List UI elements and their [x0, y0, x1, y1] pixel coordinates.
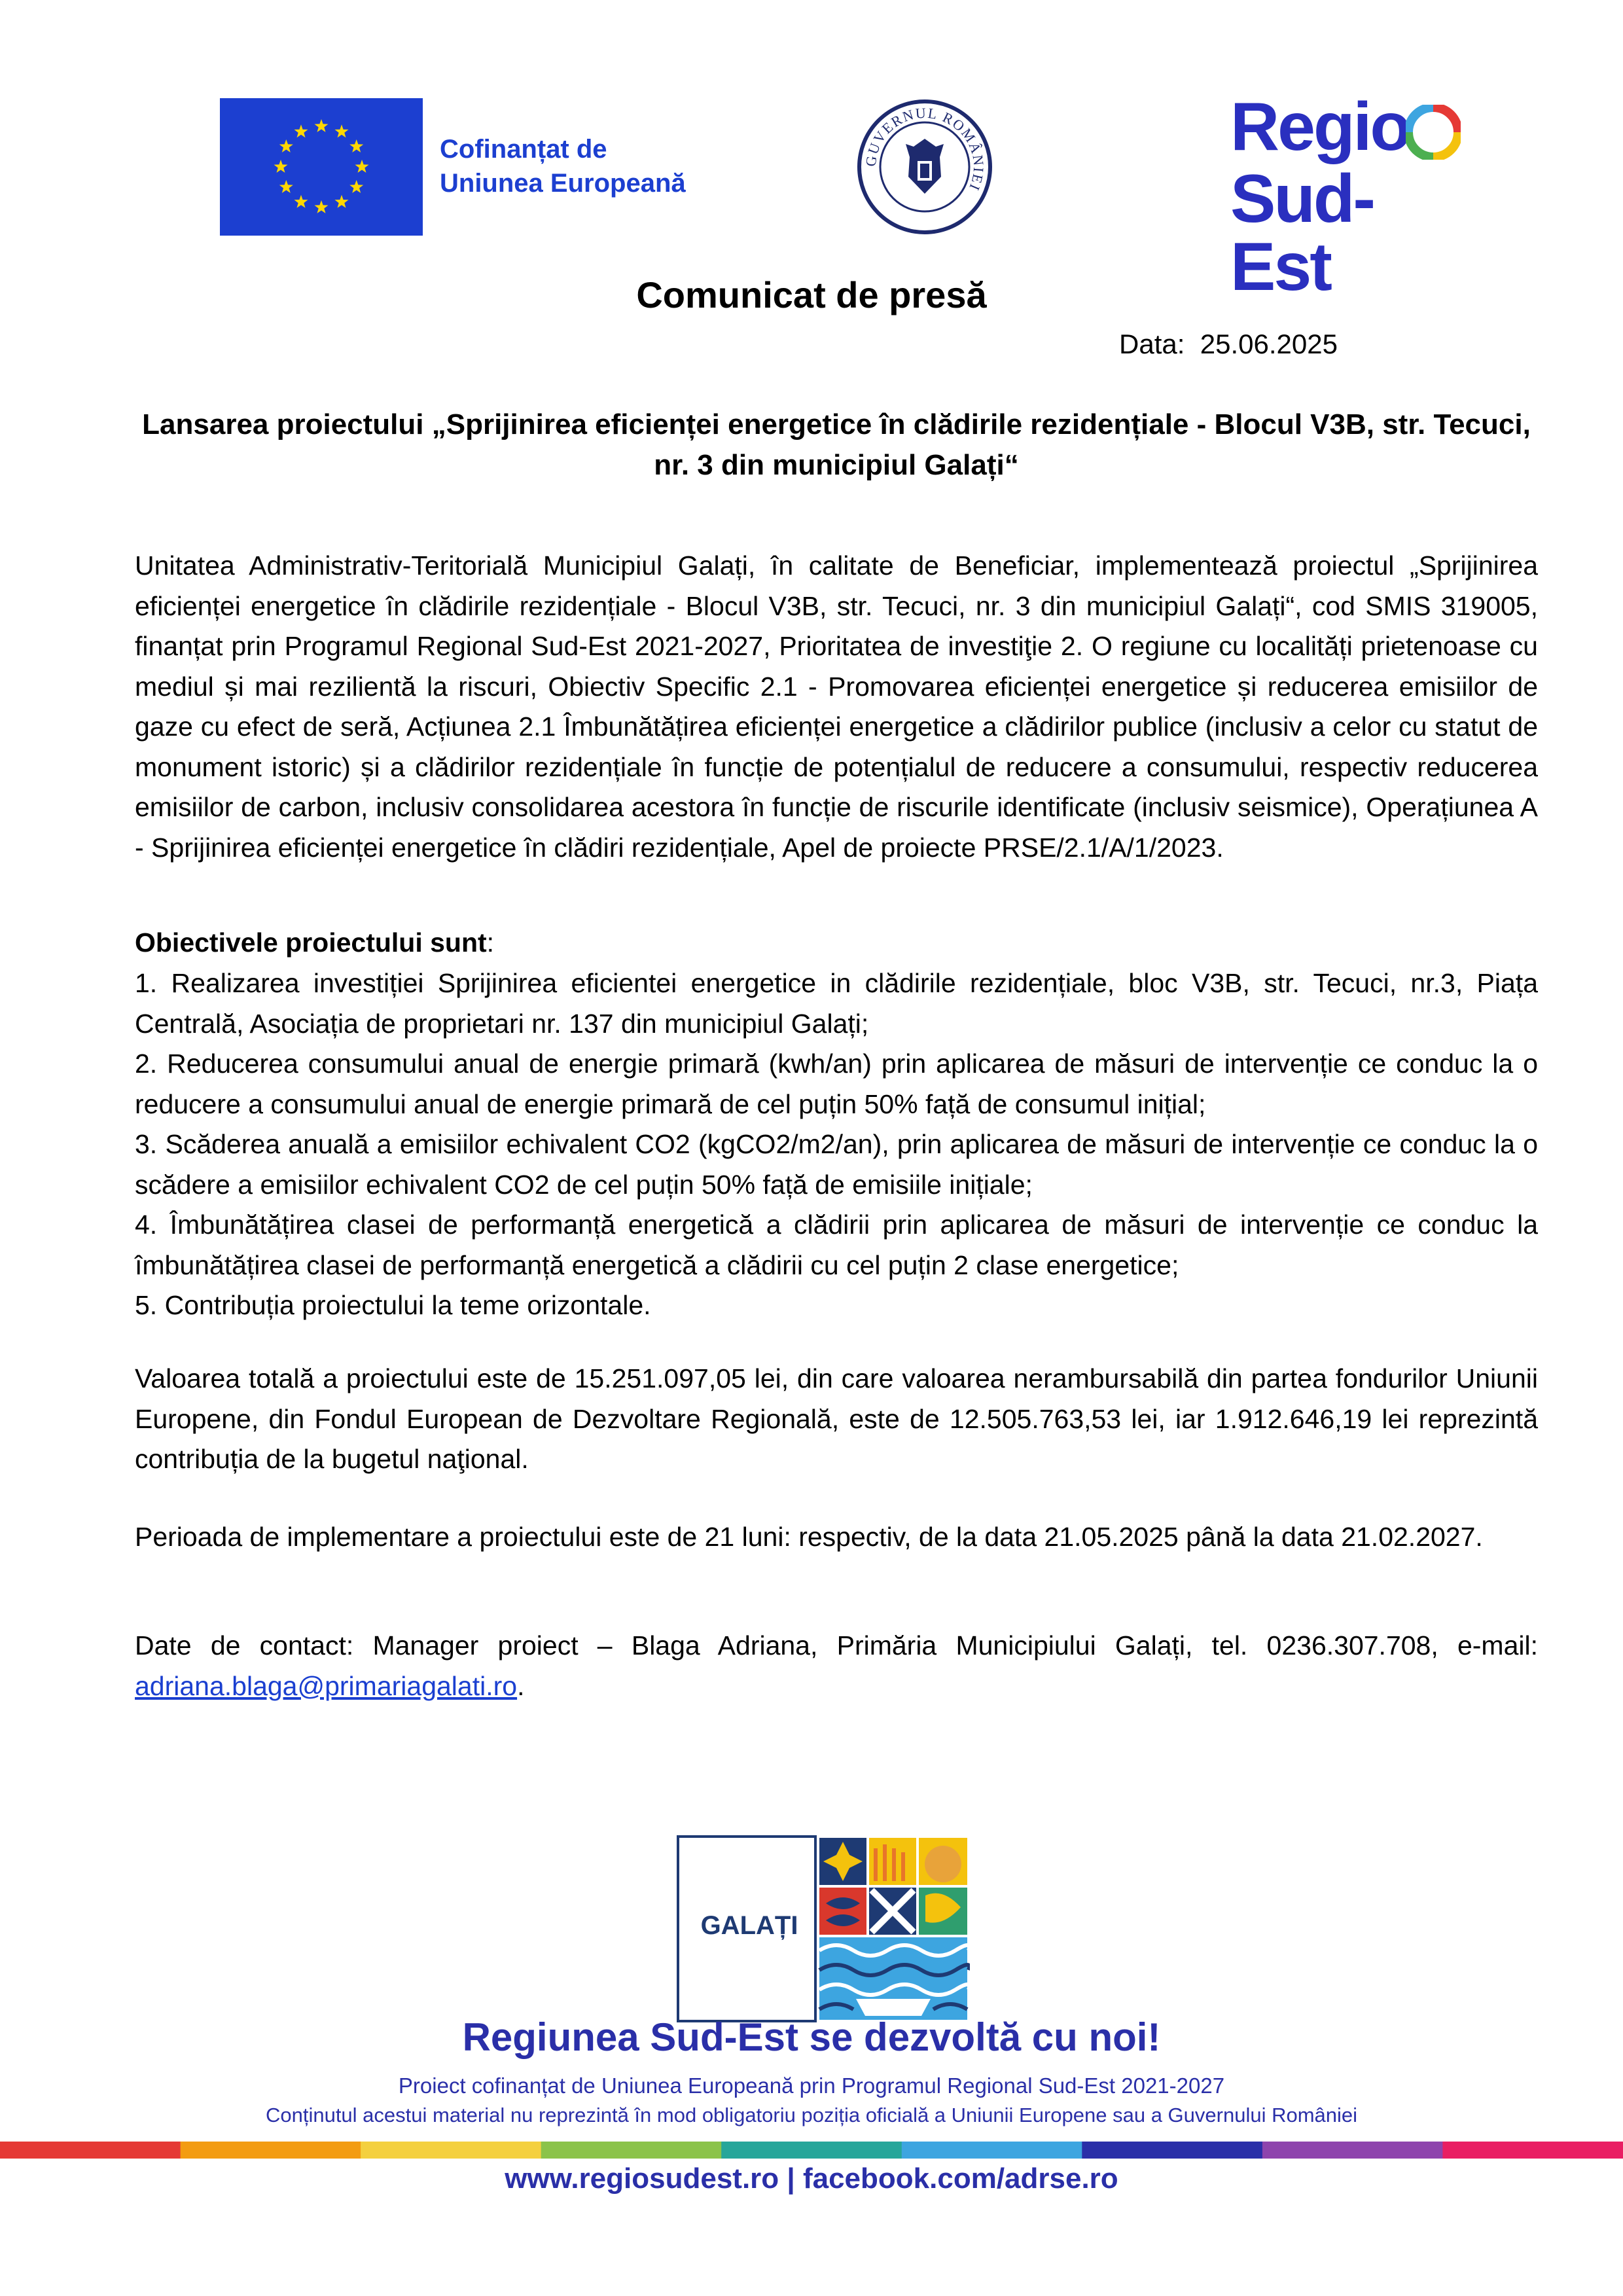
contact-end: .	[517, 1670, 525, 1701]
objective-item: 5. Contribuția proiectului la teme orizontale.	[135, 1290, 651, 1320]
objectives-heading-colon: :	[486, 927, 495, 958]
document-date	[1119, 329, 1338, 360]
footer-disclaimer: Conținutul acestui material nu reprezintă în mod obligatoriu poziția oficială a Uniunii Europene sau a Guvernului României	[265, 2104, 1358, 2126]
color-band-segment	[1262, 2142, 1444, 2159]
color-band-segment	[181, 2142, 362, 2159]
implementation-period-paragraph: Perioada de implementare a proiectului este de 21 luni: respectiv, de la data 21.05.2025 până la data 21.02.2027.	[135, 1522, 1483, 1552]
objective-item: 3. Scăderea anuală a emisiilor echivalent CO2 (kgCO2/m2/an), prin aplicarea de măsuri de intervenție ce conduc la o scădere a emisiilor echivalent CO2 de cel puțin 50% față de emisiile inițiale;	[135, 1129, 1538, 1200]
intro-paragraph: Unitatea Administrativ-Teritorială Municipiul Galați, în calitate de Beneficiar, implementează proiectul „Sprijinirea eficienței energetice în clădirile rezidențiale - Blocul V3B, str. Tecuci, nr. 3 din municipiul Galați“, cod SMIS 319005, finanțat prin Programul Regional Sud-Est 2021-2027, Prioritatea de investiţie 2. O regiune cu localități prietenoase cu mediul și mai rezilientă la riscuri, Obiectiv Specific 2.1 - Promovarea eficienței energetice și reducerea emisiilor de gaze cu efect de seră, Acțiunea 2.1 Îmbunătățirea eficienței energetice a clădirilor publice (inclusiv a celor cu statut de monument istoric) și a clădirilor rezidențiale în funcție de potențialul de reducere a consumului, respectiv reducerea emisiilor de carbon, inclusiv consolidarea acestora în funcție de riscurile identificate (inclusiv seismice), Operațiunea A - Sprijinirea eficienței energetice în clădiri rezidențiale, Apel de proiecte PRSE/2.1/A/1/2023.	[135, 550, 1538, 863]
eu-star-icon	[355, 160, 369, 173]
eu-star-icon	[315, 119, 329, 132]
objective-item: 4. Îmbunătățirea clasei de performanță energetică a clădirii prin aplicarea de măsuri de intervenție ce conduc la îmbunătățirea clasei de performanță energetică a clădirii cu cel puțin 2 clase energetice;	[135, 1210, 1538, 1280]
eu-logo-line2: Uniunea Europeană	[440, 169, 686, 198]
objective-item: 2. Reducerea consumului anual de energie primară (kwh/an) prin aplicarea de măsuri de intervenție ce conduc la o reducere a consumului anual de energie primară de cel puțin 50% față de consumul inițial;	[135, 1049, 1538, 1119]
eu-star-icon	[315, 200, 329, 213]
eu-star-icon	[279, 139, 293, 152]
eu-star-icon	[335, 195, 349, 208]
project-value-paragraph: Valoarea totală a proiectului este de 15.251.097,05 lei, din care valoarea nerambursabilă din partea fondurilor Uniunii Europene, din Fondul European de Dezvoltare Regională, este de 12.505.763,53 lei, iar 1.912.646,19 lei reprezintă contribuția de la bugetul naţional.	[135, 1363, 1538, 1474]
eu-star-icon	[274, 160, 288, 173]
footer-color-band	[0, 2142, 1623, 2159]
footer-slogan: Regiunea Sud-Est se dezvoltă cu noi!	[462, 2015, 1161, 2059]
color-band-segment	[0, 2142, 181, 2159]
document-title: Comunicat de presă	[636, 274, 987, 315]
eu-star-icon	[349, 180, 363, 193]
footer-cofinanced-text: Proiect cofinanțat de Uniunea Europeană prin Programul Regional Sud-Est 2021-2027	[398, 2073, 1225, 2098]
eu-star-icon	[294, 195, 308, 208]
color-band-segment	[541, 2142, 722, 2159]
color-band-segment	[1082, 2142, 1263, 2159]
eu-logo-text	[440, 132, 686, 200]
eu-flag-icon	[220, 98, 423, 236]
eu-logo-line1: Cofinanțat de	[440, 135, 607, 164]
regio-sud-est-logo	[1230, 89, 1459, 305]
project-title: Lansarea proiectului „Sprijinirea eficienței energetice în clădirile rezidențiale - Blocul V3B, str. Tecuci, nr. 3 din municipiul Galați“	[142, 408, 1531, 481]
seal-text: GUVERNUL ROMÂNIEI	[862, 104, 988, 194]
romanian-government-seal	[856, 98, 993, 236]
galati-city-logo	[677, 1835, 970, 2025]
color-band-segment	[361, 2142, 542, 2159]
contact-text: Date de contact: Manager proiect – Blaga Adriana, Primăria Municipiului Galați, tel. 0236.307.708, e-mail:	[135, 1630, 1538, 1660]
regio-logo-line1: Regio	[1230, 89, 1410, 165]
eu-star-icon	[279, 180, 293, 193]
regio-color-ring-icon	[1406, 105, 1461, 160]
footer-links	[0, 2162, 1623, 2195]
date-value: 25.06.2025	[1200, 329, 1338, 359]
color-band-segment	[1442, 2142, 1623, 2159]
eu-star-icon	[335, 124, 349, 137]
eu-star-icon	[349, 139, 363, 152]
eu-cofinancing-logo	[220, 98, 737, 236]
website-link[interactable]: www.regiosudest.ro	[505, 2162, 779, 2195]
objective-item: 1. Realizarea investiției Sprijinirea eficientei energetice in clădirile rezidențiale, bloc V3B, str. Tecuci, nr.3, Piața Centrală, Asociația de proprietari nr. 137 din municipiul Galați;	[135, 968, 1538, 1039]
facebook-link[interactable]: facebook.com/adrse.ro	[802, 2162, 1118, 2195]
objectives-heading-text: Obiectivele proiectului sunt	[135, 927, 487, 958]
objectives-list	[135, 963, 1538, 1326]
galati-logo-frame	[677, 1835, 817, 2022]
eu-star-icon	[294, 124, 308, 137]
date-label: Data:	[1119, 329, 1185, 359]
links-separator: |	[779, 2162, 803, 2195]
color-band-segment	[721, 2142, 902, 2159]
galati-emblem-icon	[817, 1835, 970, 2022]
contact-paragraph	[135, 1626, 1538, 1706]
objectives-heading	[135, 923, 494, 963]
galati-logo-text: GALAȚI	[700, 1911, 798, 1940]
color-band-segment	[902, 2142, 1083, 2159]
regio-logo-line2: Sud-Est	[1230, 161, 1374, 305]
contact-email-link[interactable]: adriana.blaga@primariagalati.ro	[135, 1670, 518, 1701]
